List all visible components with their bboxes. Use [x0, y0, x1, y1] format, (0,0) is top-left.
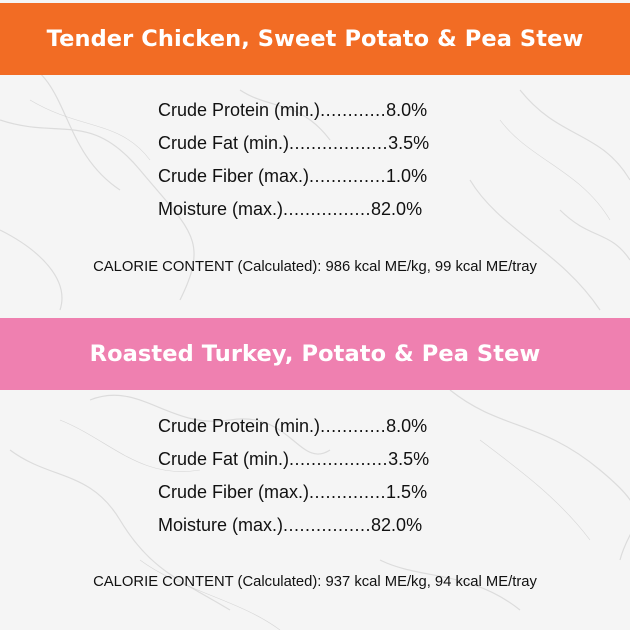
dot-leader: ................	[283, 199, 372, 219]
dot-leader: ................	[283, 515, 372, 535]
analysis-value: 1.0%	[386, 166, 428, 186]
analysis-value: 3.5%	[388, 449, 430, 469]
analysis-label: Crude Fat (min.)	[158, 133, 290, 153]
analysis-row-fat	[158, 127, 488, 160]
analysis-row-protein	[158, 410, 488, 443]
calorie-content: CALORIE CONTENT (Calculated): 937 kcal ME/kg, 94 kcal ME/tray	[93, 574, 537, 590]
dot-leader: ............	[320, 100, 387, 120]
analysis-label: Crude Fat (min.)	[158, 449, 290, 469]
analysis-value: 82.0%	[371, 199, 423, 219]
analysis-row-fiber	[158, 160, 488, 193]
guaranteed-analysis	[158, 410, 488, 542]
recipe-title: Roasted Turkey, Potato & Pea Stew	[89, 341, 541, 367]
analysis-label: Crude Protein (min.)	[158, 100, 321, 120]
analysis-label: Crude Fiber (max.)	[158, 482, 310, 502]
dot-leader: ..................	[289, 449, 389, 469]
dot-leader: ............	[320, 416, 387, 436]
recipe-title: Tender Chicken, Sweet Potato & Pea Stew	[46, 26, 584, 52]
analysis-value: 82.0%	[371, 515, 423, 535]
analysis-row-moisture	[158, 509, 488, 542]
analysis-row-fiber	[158, 476, 488, 509]
analysis-row-fat	[158, 443, 488, 476]
analysis-value: 8.0%	[386, 416, 428, 436]
calorie-content: CALORIE CONTENT (Calculated): 986 kcal ME/kg, 99 kcal ME/tray	[93, 259, 537, 275]
analysis-label: Moisture (max.)	[158, 199, 284, 219]
analysis-label: Moisture (max.)	[158, 515, 284, 535]
analysis-value: 3.5%	[388, 133, 430, 153]
guaranteed-analysis	[158, 94, 488, 226]
analysis-label: Crude Protein (min.)	[158, 416, 321, 436]
dot-leader: ..................	[289, 133, 389, 153]
analysis-value: 8.0%	[386, 100, 428, 120]
analysis-value: 1.5%	[386, 482, 428, 502]
recipe-title-banner	[0, 3, 630, 75]
recipe-title-banner	[0, 318, 630, 390]
dot-leader: ..............	[309, 166, 387, 186]
dot-leader: ..............	[309, 482, 387, 502]
analysis-label: Crude Fiber (max.)	[158, 166, 310, 186]
analysis-row-protein	[158, 94, 488, 127]
analysis-row-moisture	[158, 193, 488, 226]
